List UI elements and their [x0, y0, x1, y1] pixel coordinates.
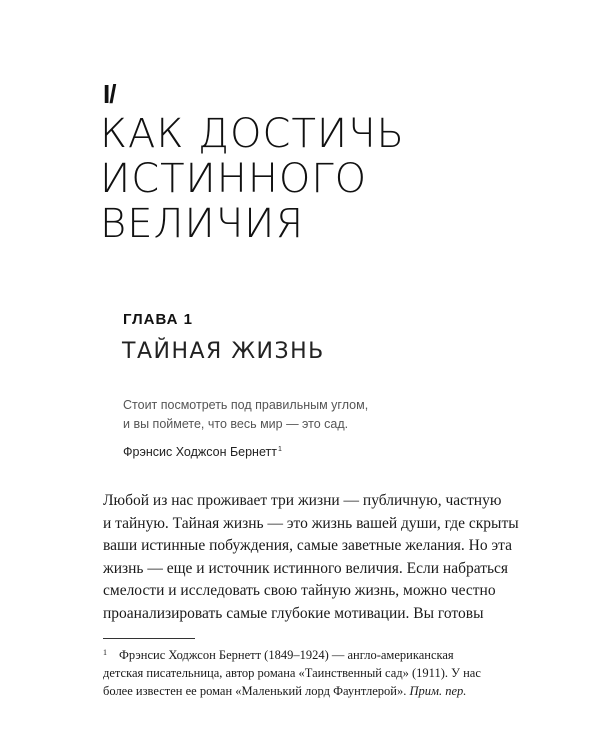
translator-note: Прим. пер.: [409, 684, 467, 698]
chapter-title: ТАЙНАЯ ЖИЗНЬ: [122, 339, 325, 364]
footnote-line: детская писательница, автор романа «Таинственный сад» (1911). У нас: [103, 666, 481, 680]
epigraph-line: Стоит посмотреть под правильным углом,: [123, 398, 369, 412]
footnote: [103, 644, 523, 700]
footnote-text: Фрэнсис Ходжсон Бернетт (1849–1924) — англо-американская: [119, 648, 454, 662]
footnote-number: 1: [103, 648, 107, 657]
footnote-text: более известен ее роман «Маленький лорд Фаунтлерой».: [103, 684, 407, 698]
part-number: I/: [103, 79, 116, 109]
epigraph-author: [123, 445, 282, 459]
chapter-label: ГЛАВА 1: [123, 311, 193, 328]
body-line: и тайную. Тайная жизнь — это жизнь вашей души, где скрыты: [103, 514, 519, 532]
footnote-line: [103, 644, 523, 664]
body-line: Любой из нас проживает три жизни — публичную, частную: [103, 492, 502, 509]
body-paragraph: [103, 490, 519, 625]
part-title-line: ИСТИННОГО: [100, 156, 368, 202]
epigraph-author-name: Фрэнсис Ходжсон Бернетт: [123, 445, 277, 459]
body-line: жизнь — еще и источник истинного величия. Если набраться: [103, 559, 509, 577]
footnote-marker: 1: [277, 446, 282, 453]
epigraph: [123, 396, 443, 434]
epigraph-line: и вы поймете, что весь мир — это сад.: [123, 417, 349, 431]
part-title-line: КАК ДОСТИЧЬ: [100, 111, 405, 157]
footnote-divider: [103, 638, 195, 639]
part-title: [100, 112, 520, 247]
part-title-line: ВЕЛИЧИЯ: [100, 201, 305, 247]
body-line: проанализировать самые глубокие мотивации. Вы готовы: [103, 604, 484, 622]
body-line: ваши истинные побуждения, самые заветные желания. Но эта: [103, 537, 512, 554]
body-line: смелости и исследовать свою тайную жизнь, можно честно: [103, 582, 496, 599]
footnote-line: [103, 682, 523, 700]
